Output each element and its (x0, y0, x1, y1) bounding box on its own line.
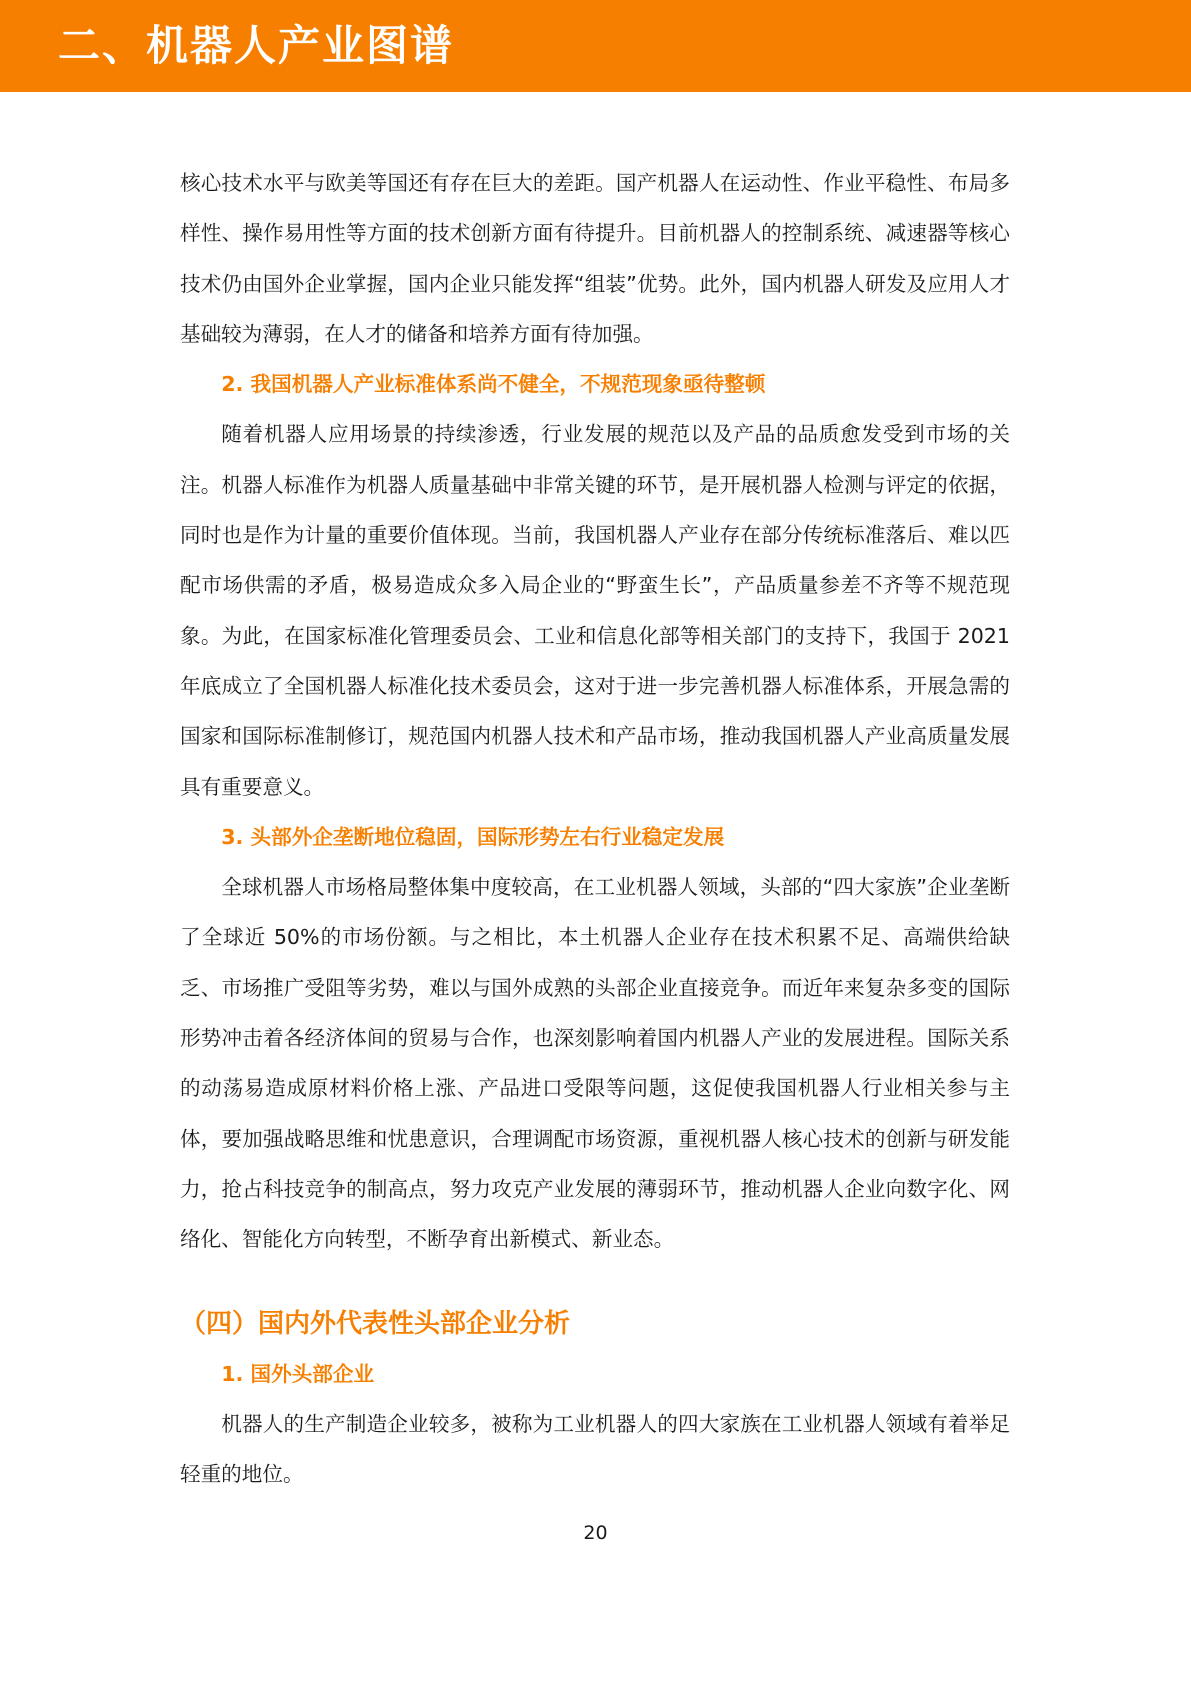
header-bar (0, 0, 1191, 92)
subheading-foreign-companies: 1. 国外头部企业 (221, 1361, 375, 1386)
page-number: 20 (583, 1522, 608, 1544)
section-gap (180, 1265, 1010, 1299)
chapter-title: 二、机器人产业图谱 (58, 21, 455, 70)
subheading-foreign-monopoly: 3. 头部外企垄断地位稳固，国际形势左右行业稳定发展 (221, 824, 725, 849)
paragraph-foreign-companies: 机器人的生产制造企业较多，被称为工业机器人的四大家族在工业机器人领域有着举足轻重的地位。 (180, 1411, 1010, 1487)
section-heading-leading-companies: （四）国内外代表性头部企业分析 (180, 1308, 571, 1339)
paragraph-foreign-monopoly: 全球机器人市场格局整体集中度较高，在工业机器人领域，头部的“四大家族”企业垄断了全球近 50%的市场份额。与之相比，本土机器人企业存在技术积累不足、高端供给缺乏、市场推广受阻等劣势，难以与国外成熟的头部企业直接竞争。而近年来复杂多变的国际形势冲击着各经济体间的贸易与合作，也深刻影响着国内机器人产业的发展进程。国际关系的动荡易造成原材料价格上涨、产品进口受限等问题，这促使我国机器人行业相关参与主体，要加强战略思维和忧患意识，合理调配市场资源，重视机器人核心技术的创新与研发能力，抢占科技竞争的制高点，努力攻克产业发展的薄弱环节，推动机器人企业向数字化、网络化、智能化方向转型，不断孕育出新模式、新业态。 (180, 875, 1010, 1252)
page-content (180, 158, 1010, 1499)
paragraph-standards: 随着机器人应用场景的持续渗透，行业发展的规范以及产品的品质愈发受到市场的关注。机器人标准作为机器人质量基础中非常关键的环节，是开展机器人检测与评定的依据，同时也是作为计量的重要价值体现。当前，我国机器人产业存在部分传统标准落后、难以匹配市场供需的矛盾，极易造成众多入局企业的“野蛮生长”，产品质量参差不齐等不规范现象。为此，在国家标准化管理委员会、工业和信息化部等相关部门的支持下，我国于 2021 年底成立了全国机器人标准化技术委员会，这对于进一步完善机器人标准体系，开展急需的国家和国际标准制修订，规范国内机器人技术和产品市场，推动我国机器人产业高质量发展具有重要意义。 (180, 422, 1010, 799)
subheading-standards: 2. 我国机器人产业标准体系尚不健全，不规范现象亟待整顿 (221, 372, 766, 397)
paragraph-tech-gap: 核心技术水平与欧美等国还有存在巨大的差距。国产机器人在运动性、作业平稳性、布局多样性、操作易用性等方面的技术创新方面有待提升。目前机器人的控制系统、减速器等核心技术仍由国外企业掌握，国内企业只能发挥“组装”优势。此外，国内机器人研发及应用人才基础较为薄弱，在人才的储备和培养方面有待加强。 (180, 171, 1010, 346)
